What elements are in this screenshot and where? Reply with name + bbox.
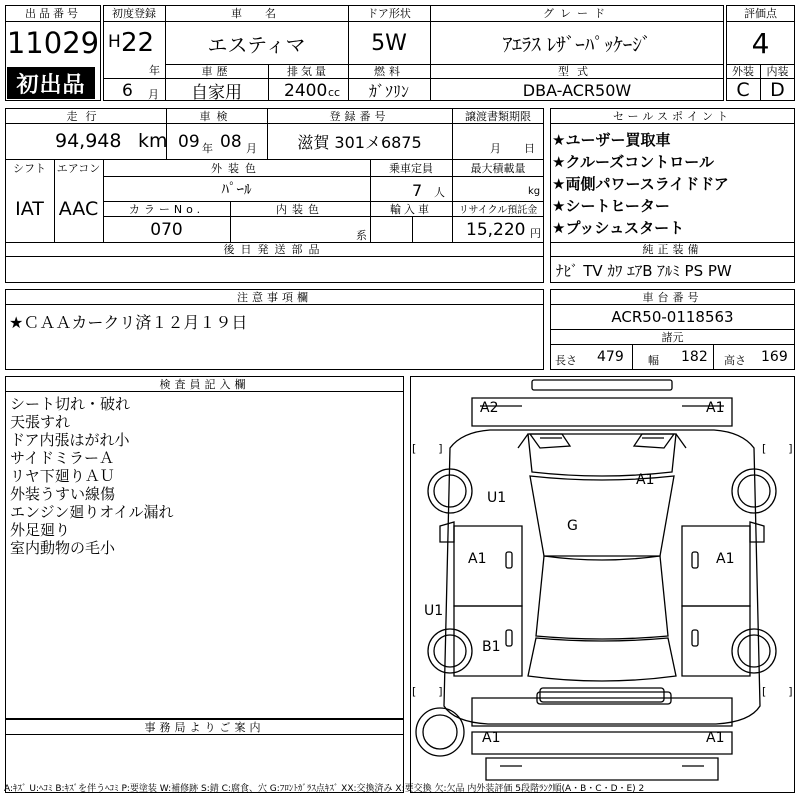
transfer-day-unit: 日 (524, 142, 535, 155)
year-unit: 年 (149, 64, 160, 77)
width-label: 幅 (648, 354, 659, 367)
inspector-note: 天張すれ (10, 413, 71, 431)
mark-rear-right: A1 (706, 730, 725, 746)
interior-color-unit: 系 (356, 229, 367, 242)
model-code-label: 型式 (558, 65, 596, 78)
displacement-label: 排気量 (287, 65, 329, 78)
notes-label: 注意事項欄 (237, 290, 312, 304)
first-registration-year: 22 (121, 28, 155, 58)
bracket-right-top: [ ] (762, 442, 793, 455)
door-type: 5W (371, 30, 407, 56)
inspector-note: 外装うすい線傷 (10, 485, 116, 503)
plate-number-label: 登録番号 (329, 109, 390, 123)
mark-front-right: A1 (706, 400, 725, 416)
car-diagram (410, 376, 795, 793)
mileage-unit: km (138, 130, 168, 152)
max-load-label: 最大積載量 (470, 161, 526, 175)
vehicle-history: 自家用 (191, 82, 242, 101)
bracket-left-top: [ ] (412, 442, 443, 455)
fuel: ｶﾞｿﾘﾝ (368, 81, 409, 101)
bracket-left-bottom: [ ] (412, 685, 443, 698)
equipment-list: ﾅﾋﾞ TV ｶﾜ ｴｱB ｱﾙﾐ PS PW (556, 261, 732, 280)
plate-number: 滋賀 301メ6875 (297, 133, 422, 152)
interior-grade-label: 内装 (766, 65, 789, 78)
first-listing-badge: 初出品 (7, 67, 95, 99)
displacement: 2400 (284, 81, 328, 101)
inspection-month-unit: 月 (246, 142, 257, 155)
inspection-month: 08 (220, 132, 242, 152)
inspection-year-unit: 年 (202, 142, 213, 155)
mileage-label: 走行 (66, 109, 105, 123)
mark-left-front-door: A1 (468, 551, 487, 567)
interior-color-label: 内装色 (276, 202, 324, 216)
height-value: 169 (761, 349, 788, 365)
color-number: 070 (150, 219, 183, 240)
lot-number-label: 出品番号 (25, 7, 81, 20)
sales-point: ★両側パワースライドドア (552, 175, 729, 193)
mark-windshield: G (567, 518, 578, 534)
inspector-note: シート切れ・破れ (10, 395, 131, 413)
capacity-unit: 人 (434, 186, 445, 199)
sales-point: ★シートヒーター (552, 197, 670, 215)
mark-front-left: A2 (480, 400, 499, 416)
inspector-note: 外足廻り (10, 521, 71, 539)
inspector-note: ドア内張はがれ小 (10, 431, 130, 449)
aircon-label: エアコン (56, 161, 101, 175)
mark-right-front-door: A1 (716, 551, 735, 567)
import-label: 輸入車 (390, 202, 432, 216)
inspector-note: 室内動物の毛小 (10, 539, 116, 557)
equipment-label: 純正装備 (642, 243, 703, 256)
office-notice-label: 事務局よりご案内 (144, 720, 265, 734)
grade-label: グレード (543, 7, 611, 20)
exterior-grade-label: 外装 (732, 65, 754, 78)
shift-label: シフト (13, 161, 46, 175)
recycle-unit: 円 (530, 227, 541, 240)
grade: ｱｴﾗｽ ﾚｻﾞｰﾊﾟｯｹｰｼﾞ (502, 33, 652, 56)
mark-hood: A1 (636, 472, 655, 488)
fuel-label: 燃料 (374, 65, 404, 78)
max-load-unit: kg (528, 186, 541, 197)
mileage: 94,948 (55, 130, 122, 152)
inspection-label: 車検 (199, 109, 234, 123)
inspector-note: サイドミラーＡ (10, 449, 114, 467)
recycle-deposit: 15,220 (466, 220, 526, 240)
overall-score: 4 (751, 26, 770, 60)
sales-points-label: セールスポイント (612, 109, 732, 123)
door-type-label: ドア形状 (367, 7, 411, 20)
transfer-deadline-label: 譲渡書類期限 (465, 109, 531, 123)
notes-text: ★ＣＡＡカークリ済１２月１９日 (9, 313, 248, 332)
later-parts-label: 後日発送部品 (223, 243, 326, 256)
width-value: 182 (681, 349, 708, 365)
interior-grade: D (770, 79, 785, 101)
first-registration-month: 6 (122, 81, 133, 101)
aircon-type: AAC (58, 198, 99, 220)
era-mark: H (108, 32, 121, 52)
score-label: 評価点 (744, 7, 777, 20)
car-name-label: 車 名 (231, 7, 282, 20)
sales-point: ★ユーザー買取車 (552, 131, 671, 149)
length-value: 479 (597, 349, 624, 365)
sales-point: ★クルーズコントロール (552, 153, 714, 171)
height-label: 高さ (724, 354, 746, 367)
displacement-unit: cc (328, 86, 341, 99)
sales-point: ★プッシュスタート (552, 219, 685, 237)
model-code: DBA-ACR50W (522, 80, 632, 100)
car-name: エスティマ (207, 32, 306, 57)
exterior-color: ﾊﾟｰﾙ (221, 180, 252, 198)
mark-rear-left: A1 (482, 730, 501, 746)
inspector-note: リヤ下廻りＡＵ (10, 467, 115, 485)
chassis-number: ACR50-0118563 (611, 308, 734, 326)
mark-left-quarter: B1 (482, 639, 501, 655)
inspection-year: 09 (178, 132, 200, 152)
mark-left-fender: U1 (487, 490, 507, 506)
bracket-right-bottom: [ ] (762, 685, 793, 698)
shift-type: IAT (15, 198, 44, 220)
transfer-month-unit: 月 (490, 142, 501, 155)
color-number-label: カラーNo. (128, 202, 205, 216)
chassis-number-label: 車台番号 (642, 290, 703, 304)
inspector-note: エンジン廻りオイル漏れ (10, 503, 174, 521)
length-label: 長さ (555, 354, 577, 367)
damage-legend: A:ｷｽﾞ U:ﾍｺﾐ B:ｷｽﾞを伴うﾍｺﾐ P:要塗装 W:補修跡 S:錆 C:腐食、穴 G:ﾌﾛﾝﾄｶﾞﾗｽ点ｷｽﾞ XX:交換済み X:要交換 欠:欠品 内外装評価 5段階ﾗﾝｸ順(A・B・C・D・E) 2 (4, 784, 645, 794)
mark-left-rear: U1 (424, 603, 444, 619)
capacity-label: 乗車定員 (389, 161, 433, 175)
month-unit: 月 (148, 88, 159, 101)
passenger-capacity: 7 (412, 181, 423, 200)
recycle-deposit-label: リサイクル預託金 (458, 205, 538, 216)
vehicle-history-label: 車歴 (201, 65, 232, 78)
exterior-grade: C (736, 79, 750, 101)
exterior-color-label: 外装色 (211, 161, 262, 175)
lot-number: 11029 (6, 26, 100, 60)
specs-label: 諸元 (661, 330, 684, 344)
inspector-label: 検査員記入欄 (159, 377, 250, 391)
first-registration-label: 初度登録 (112, 7, 156, 20)
